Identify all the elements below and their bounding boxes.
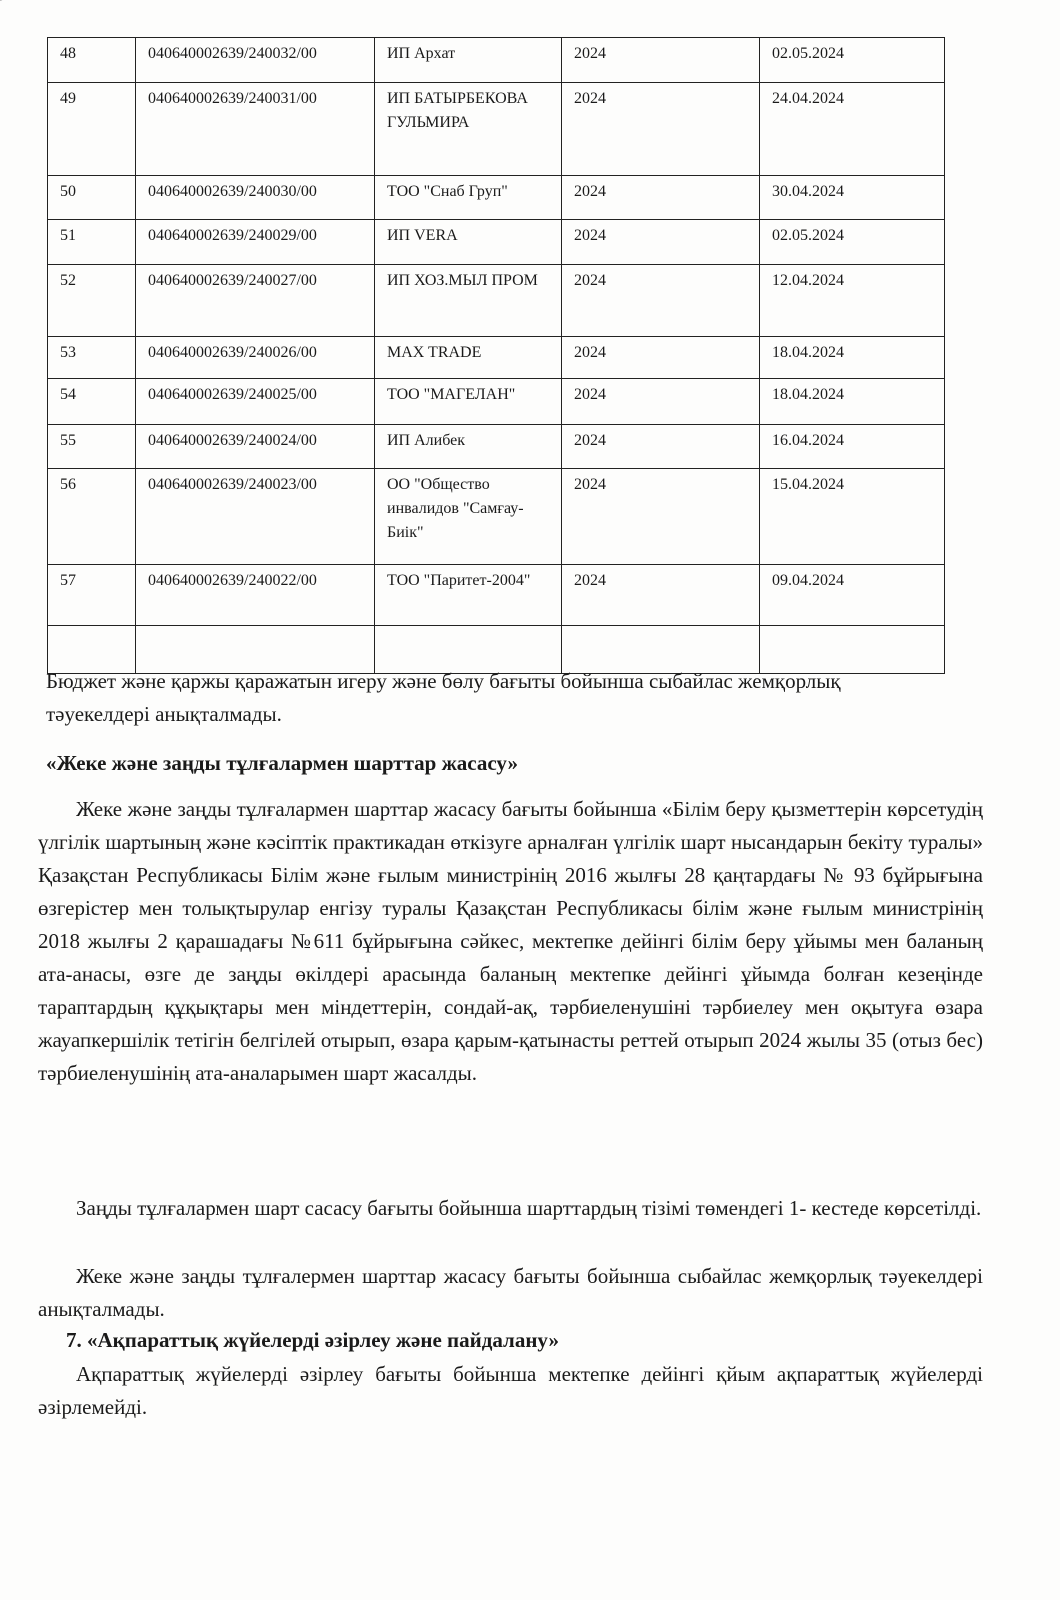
- table-row: [48, 176, 945, 220]
- paragraph-section-7: Ақпараттық жүйелерді әзірлеу бағыты бойынша мектепке дейінгі қйым ақпараттық жүйелерді әзірлемейді.: [38, 1362, 983, 1419]
- table-row: [48, 425, 945, 469]
- contracts-table: [47, 37, 945, 674]
- cell-number: 56: [48, 469, 136, 565]
- cell-year: 2024: [562, 220, 760, 265]
- paragraph-contracts-list: Заңды тұлғалармен шарт сасасу бағыты бойынша шарттардың тізімі төмендегі 1- кестеде көрсетілді.: [76, 1196, 982, 1220]
- cell-number: 54: [48, 379, 136, 425]
- cell-counterparty: ТОО "Паритет-2004": [375, 565, 562, 626]
- table-row: [48, 337, 945, 379]
- cell-number: 51: [48, 220, 136, 265]
- table-row: [48, 265, 945, 337]
- cell-document-number: 040640002639/240023/00: [136, 469, 375, 565]
- cell-number: 53: [48, 337, 136, 379]
- cell-document-number: 040640002639/240024/00: [136, 425, 375, 469]
- cell-year: 2024: [562, 379, 760, 425]
- cell-number: 50: [48, 176, 136, 220]
- table-row: [48, 83, 945, 176]
- cell-document-number: 040640002639/240026/00: [136, 337, 375, 379]
- cell-year: 2024: [562, 265, 760, 337]
- cell-document-number: 040640002639/240025/00: [136, 379, 375, 425]
- cell-document-number: 040640002639/240030/00: [136, 176, 375, 220]
- cell-counterparty: ИП VERA: [375, 220, 562, 265]
- cell-year: 2024: [562, 38, 760, 83]
- page-corner-fold: [0, 0, 72, 37]
- cell-counterparty: ОО "Общество инвалидов "Самғау-Биік": [375, 469, 562, 565]
- cell-year: 2024: [562, 337, 760, 379]
- cell-counterparty: ИП ХОЗ.МЫЛ ПРОМ: [375, 265, 562, 337]
- paragraph-contracts-risk: Жеке және заңды тұлғалермен шарттар жасасу бағыты бойынша сыбайлас жемқорлық тәуекелдері анықталмады.: [38, 1264, 983, 1321]
- cell-number: 49: [48, 83, 136, 176]
- table-row: [48, 379, 945, 425]
- cell-date: 18.04.2024: [760, 379, 945, 425]
- cell-counterparty: MAX TRADE: [375, 337, 562, 379]
- cell-date: 24.04.2024: [760, 83, 945, 176]
- table-row: [48, 469, 945, 565]
- cell-counterparty: ТОО "Снаб Груп": [375, 176, 562, 220]
- cell-date: 02.05.2024: [760, 38, 945, 83]
- cell-number: 48: [48, 38, 136, 83]
- cell-number: 57: [48, 565, 136, 626]
- cell-date: 16.04.2024: [760, 425, 945, 469]
- cell-counterparty: ИП Архат: [375, 38, 562, 83]
- cell-document-number: 040640002639/240031/00: [136, 83, 375, 176]
- table-row: [48, 220, 945, 265]
- paragraph-budget: Бюджет және қаржы қаражатын игеру және бөлу бағыты бойынша сыбайлас жемқорлық тәуекелдері анықталмады.: [46, 669, 841, 726]
- cell-document-number: 040640002639/240027/00: [136, 265, 375, 337]
- heading-contracts: «Жеке және заңды тұлғалармен шарттар жасасу»: [46, 751, 518, 775]
- cell-date: 12.04.2024: [760, 265, 945, 337]
- cell-document-number: 040640002639/240022/00: [136, 565, 375, 626]
- cell-counterparty: ИП Алибек: [375, 425, 562, 469]
- cell-counterparty: ИП БАТЫРБЕКОВА ГУЛЬМИРА: [375, 83, 562, 176]
- heading-section-7: 7. «Ақпараттық жүйелерді әзірлеу және пайдалану»: [66, 1328, 559, 1352]
- cell-date: 09.04.2024: [760, 565, 945, 626]
- paragraph-contracts-main: Жеке және заңды тұлғалармен шарттар жасасу бағыты бойынша «Білім беру қызметтерін көрсетудің үлгілік шартының және кәсіптік практикадан өткізуге арналған үлгілік шарт нысандарын бекіту туралы» Қазақстан Республикасы Білім және ғылым министрінің 2016 жылғы 28 қаңтардағы № 93 бұйрығына өзгерістер мен толықтырулар енгізу туралы Қазақстан Республикасы білім және ғылым министрінің 2018 жылғы 2 қарашадағы №611 бұйрығына сәйкес, мектепке дейінгі білім беру ұйымы мен баланың ата-анасы, өзге де заңды өкілдері арасында баланың мектепке дейінгі ұйымда болған кезеңінде тараптардың құқықтары мен міндеттерін, сондай-ақ, тәрбиеленушіні тәрбиелеу мен оқытуға өзара жауапкершілік тетігін белгілей отырып, өзара қарым-қатынасты реттей отырып 2024 жылы 35 (отыз бес) тәрбиеленушінің ата-аналарымен шарт жасалды.: [38, 797, 983, 1085]
- cell-document-number: 040640002639/240032/00: [136, 38, 375, 83]
- cell-date: 30.04.2024: [760, 176, 945, 220]
- cell-date: 15.04.2024: [760, 469, 945, 565]
- cell-year: 2024: [562, 425, 760, 469]
- table-row: [48, 38, 945, 83]
- cell-year: 2024: [562, 83, 760, 176]
- cell-number: 52: [48, 265, 136, 337]
- cell-document-number: 040640002639/240029/00: [136, 220, 375, 265]
- cell-year: 2024: [562, 469, 760, 565]
- cell-year: 2024: [562, 176, 760, 220]
- cell-year: 2024: [562, 565, 760, 626]
- table-row: [48, 565, 945, 626]
- cell-counterparty: ТОО "МАГЕЛАН": [375, 379, 562, 425]
- cell-number: 55: [48, 425, 136, 469]
- cell-date: 18.04.2024: [760, 337, 945, 379]
- cell-date: 02.05.2024: [760, 220, 945, 265]
